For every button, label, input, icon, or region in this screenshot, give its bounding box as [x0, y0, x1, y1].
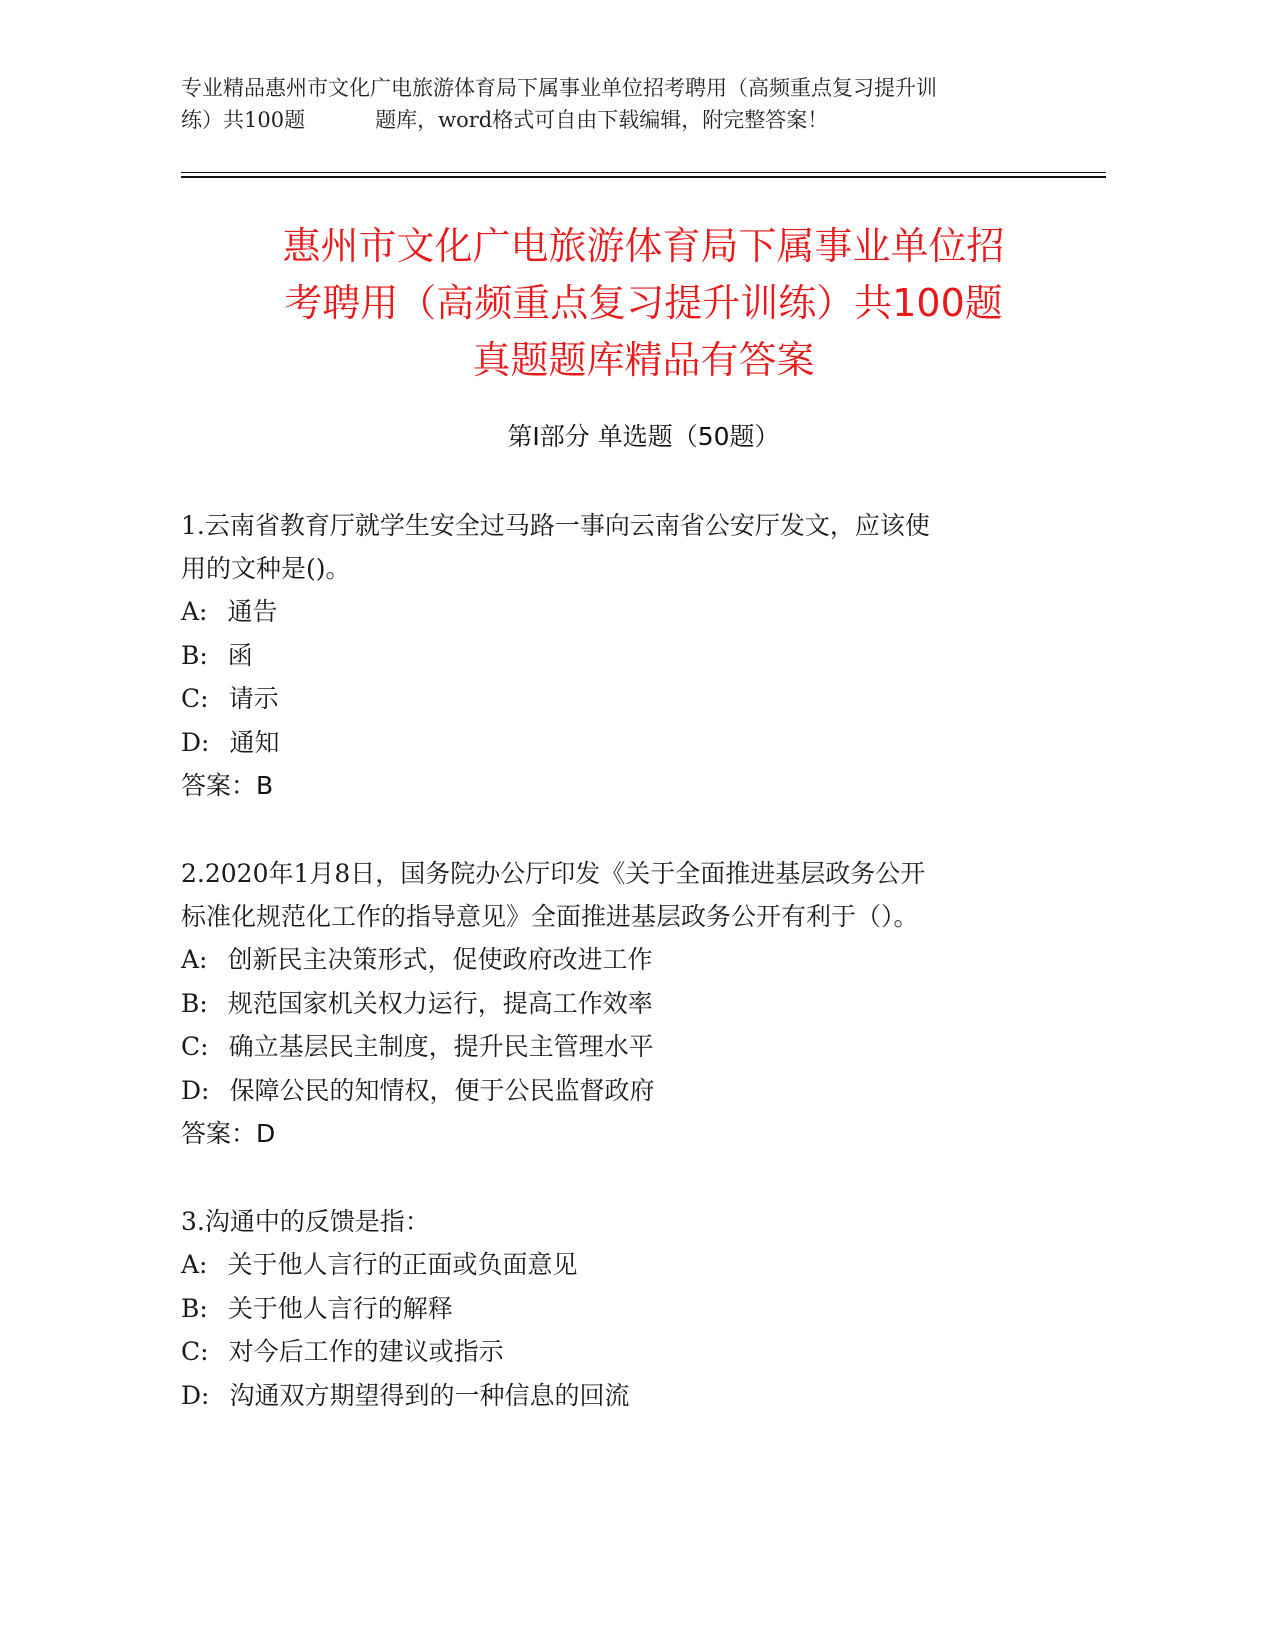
option-text: 通知 — [229, 727, 280, 757]
question-stem-line: 3.沟通中的反馈是指： — [181, 1207, 430, 1236]
option-key: D: — [181, 1380, 210, 1410]
option-c — [181, 677, 1081, 721]
option-c — [181, 1330, 1081, 1374]
question-stem-line: 用的文种是()。 — [181, 554, 351, 583]
option-text: 通告 — [227, 597, 278, 626]
option-text: 保障公民的知情权，便于公民监督政府 — [229, 1075, 655, 1105]
option-key: B: — [181, 640, 208, 670]
question-2 — [181, 852, 1081, 1156]
header-note-line-2b: 题库，word格式可自由下载编辑，附完整答案！ — [375, 108, 829, 132]
question-stem-line: 1.云南省教育厅就学生安全过马路一事向云南省公安厅发文，应该使 — [181, 511, 930, 540]
option-key: B: — [181, 988, 208, 1018]
option-a — [181, 590, 1081, 634]
section-title: 第Ⅰ部分 单选题（50题） — [507, 422, 780, 451]
header-divider-thick — [181, 176, 1106, 178]
option-text: 对今后工作的建议或指示 — [228, 1337, 504, 1366]
option-key: C: — [181, 1337, 209, 1366]
question-stem — [181, 852, 1081, 938]
option-d — [181, 1069, 1081, 1113]
option-text: 沟通双方期望得到的一种信息的回流 — [229, 1380, 630, 1410]
option-b — [181, 634, 1081, 678]
option-text: 关于他人言行的解释 — [227, 1293, 453, 1323]
header-note-line-2a: 练）共100题 — [181, 108, 306, 132]
document-title — [181, 218, 1106, 389]
title-line-2: 考聘用（高频重点复习提升训练）共100题 — [284, 281, 1003, 325]
answer-label: 答案：D — [181, 1119, 276, 1148]
option-key: B: — [181, 1293, 208, 1323]
header-note-line-1: 专业精品惠州市文化广电旅游体育局下属事业单位招考聘用（高频重点复习提升训 — [181, 76, 937, 100]
question-stem-line: 标准化规范化工作的指导意见》全面推进基层政务公开有利于（）。 — [181, 902, 919, 931]
option-text: 函 — [227, 640, 253, 670]
option-b — [181, 982, 1081, 1026]
option-key: C: — [181, 1032, 209, 1061]
option-key: A: — [181, 945, 208, 974]
option-text: 关于他人言行的正面或负面意见 — [227, 1250, 578, 1279]
option-text: 规范国家机关权力运行，提高工作效率 — [227, 988, 653, 1018]
option-text: 创新民主决策形式，促使政府改进工作 — [227, 945, 653, 974]
option-d — [181, 721, 1081, 765]
question-stem-line: 2.2020年1月8日，国务院办公厅印发《关于全面推进基层政务公开 — [181, 859, 926, 888]
option-a — [181, 1243, 1081, 1287]
title-line-3: 真题题库精品有答案 — [472, 338, 815, 382]
header-divider-thin — [181, 172, 1106, 173]
option-text: 确立基层民主制度，提升民主管理水平 — [228, 1032, 654, 1061]
title-line-1: 惠州市文化广电旅游体育局下属事业单位招 — [282, 224, 1005, 268]
option-d — [181, 1374, 1081, 1418]
option-a — [181, 938, 1081, 982]
option-b — [181, 1287, 1081, 1331]
question-3 — [181, 1200, 1081, 1417]
option-key: A: — [181, 597, 208, 626]
header-note — [181, 72, 1061, 136]
header-note-line-2 — [181, 104, 1061, 136]
question-stem — [181, 504, 1081, 590]
question-1 — [181, 504, 1081, 808]
option-c — [181, 1025, 1081, 1069]
option-key: D: — [181, 727, 210, 757]
option-key: C: — [181, 684, 209, 713]
option-key: D: — [181, 1075, 210, 1105]
answer-label: 答案：B — [181, 771, 274, 800]
option-text: 请示 — [228, 684, 279, 713]
option-key: A: — [181, 1250, 208, 1279]
question-stem — [181, 1200, 1081, 1243]
